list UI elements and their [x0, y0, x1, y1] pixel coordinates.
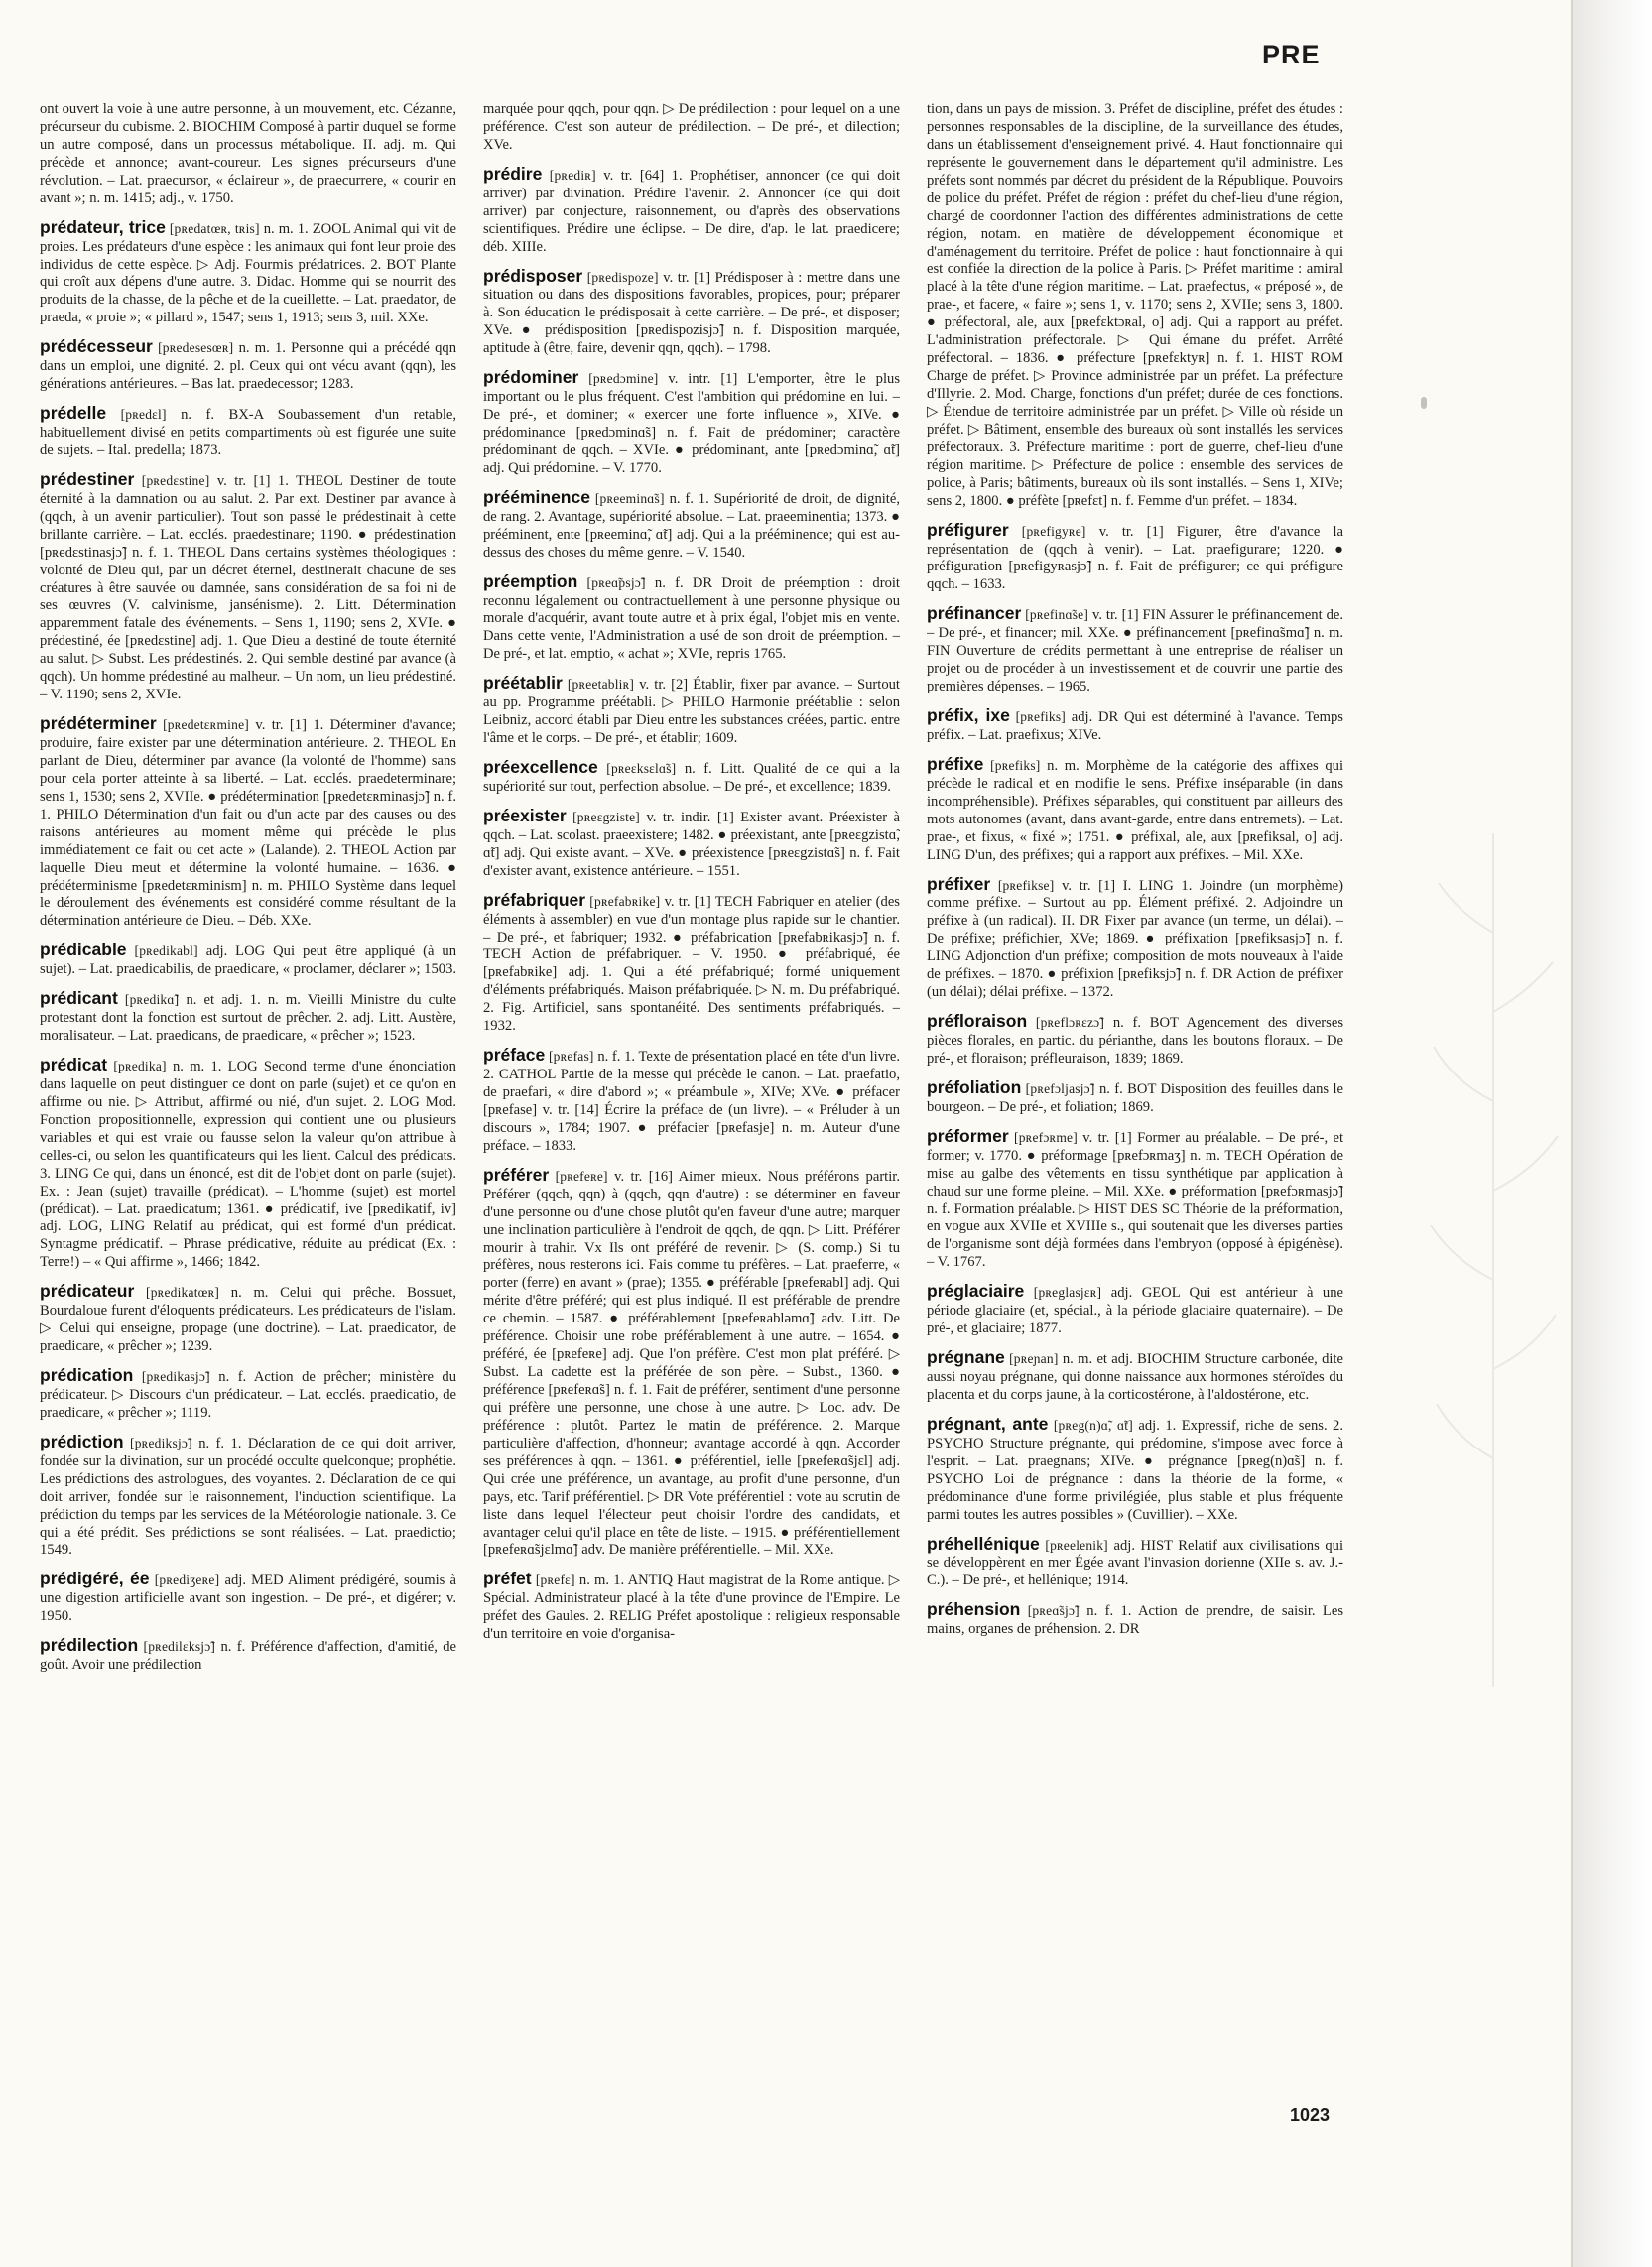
entry-headword: prédicateur: [40, 1281, 135, 1302]
entry-pronunciation: [pʀefiks]: [1015, 709, 1066, 724]
entry-pronunciation: [pʀeɑ̃psjɔ̃]: [586, 574, 646, 590]
margin-mark: [1421, 397, 1427, 409]
entry-headword: prédicat: [40, 1055, 108, 1074]
entry-definition: n. f. 1. Texte de présentation placé en tête d'un livre. 2. CATHOL Partie de la messe qui précède le canon. – Lat. praefatio, de praefari, « dire d'abord »; « préambule », XIVe; XVe. ● préfacer [pʀefase] v. tr. [14] Écrire la préface de (un livre). – « Préluder à un discours », 1784; 1907. ● préfacier [pʀefasje] n. m. Auteur d'une préface. – 1833.: [483, 1049, 900, 1154]
column-middle: [483, 101, 900, 2207]
entry-headword: préformer: [927, 1125, 1009, 1146]
entry-pronunciation: [pʀeɲan]: [1009, 1351, 1059, 1367]
entry-definition: v. tr. [2] Établir, fixer par avance. – Surtout au pp. Programme préétabli. ▷ PHILO Harmonie préétablie : selon Leibniz, accord établi par Dieu entre les substances créées, partic. entre l'âme et le corps. – De pré-, et établir; 1609.: [483, 677, 900, 747]
dictionary-entry: [927, 1414, 1343, 1525]
entry-definition: v. tr. [16] Aimer mieux. Nous préférons partir. Préférer (qqch, qqn) à (qqch, qqn d'autre) : se déterminer en faveur d'une personne ou d'une chose plutôt qu'en faveur d'une autre; marquer une inclination particulière à l'endroit de qqch, de qqn. ▷ Litt. Préférer mourir à trahir. Vx Ils ont préféré de revenir. ▷ (S. comp.) Si tu préfères, nous resterons ici. Fais comme tu préfères. – Lat. praeferre, « porter (ferre) en avant » (prae); 1355. ● préférable [pʀefeʀabl] adj. Qui mérite d'être préféré; qui est plus indiqué. Il est préférable de prendre ce chemin. – 1587. ● préférablement [pʀefeʀabləmɑ̃] adv. Litt. De préférence. Choisir une robe préférablement à une autre. – 1654. ● préféré, ée [pʀefeʀe] adj. Que l'on préfère. C'est mon plat préféré. ▷ Subst. La cadette est la préférée de son père. – Subst., 1360. ● préférence [pʀefeʀɑ̃s] n. f. 1. Fait de préférer, sentiment d'une personne qui préfère une personne, une chose à une autre. ▷ Loc. adv. De préférence : plutôt. Partez le matin de préférence. 2. Marque particulière d'affection, d'honneur; avantage accordé à qqn. Accorder ses préférences à qqn. – 1361. ● préférentiel, ielle [pʀefeʀɑ̃sjɛl] adj. Qui crée une préférence, un avantage, au profit d'une personne, d'un pays, etc. Tarif préférentiel. ▷ DR Vote préférentiel : vote au scrutin de liste dans lequel l'électeur peut choisir l'ordre des candidats, et avantager celui qu'il place en tête de liste. – 1915. ● préférentiellement [pʀefeʀɑ̃sjɛlmɑ̃] adv. De manière préférentielle. – Mil. XXe.: [483, 1168, 900, 1559]
entry-headword: préfigurer: [927, 519, 1009, 540]
entry-pronunciation: [pʀefigyʀe]: [1021, 523, 1086, 539]
entry-pronunciation: [pʀediʒeʀe]: [154, 1573, 220, 1588]
dictionary-entry: [483, 757, 900, 797]
entry-pronunciation: [pʀedikɑ̃]: [124, 992, 180, 1008]
entry-definition: v. tr. [1] Prédisposer à : mettre dans une situation ou dans des dispositions favorables, propices, pour; préparer à. Son éducation le prédisposait à cette carrière. – De pré-, et disposer; XVe. ● prédisposition [pʀedispozisjɔ̃] n. f. Disposition marquée, aptitude à (être, faire, devenir qqn, qqch). – 1798.: [483, 269, 900, 357]
entry-headword: prédéterminer: [40, 713, 157, 734]
entry-definition: v. intr. [1] L'emporter, être le plus important ou le plus fréquent. C'est l'ambition qui prédomine en lui. – De pré-, et dominer; « exercer une forte influence », XIVe. ● prédominance [pʀedɔminɑ̃s] n. f. Fait de prédominer; caractère prédominant de qqch. – XVIe. ● prédominant, ante [pʀedɔminɑ̃, ɑ̃t] adj. Qui prédomine. – V. 1770.: [483, 371, 900, 476]
entry-pronunciation: [pʀefɛ]: [535, 1573, 575, 1588]
entry-definition: v. tr. [1] 1. THEOL Destiner de toute éternité à la damnation ou au salut. 2. Par ext. Destiner par avance à (qqch, à un avenir particulier). Tout son passé le prédestinait à cette brillante carrière. – Lat. ecclés. praedestinare; 1190. ● prédestination [pʀedɛstinasjɔ̃] n. f. 1. THEOL Dans certains systèmes théologiques : volonté de Dieu qui, par un décret éternel, destinerait chacune de ses créatures à être sauvée ou damnée, sans considération de sa foi ni de ses œuvres (V. calvinisme, jansénisme). 2. Litt. Détermination apparemment fatale des événements. – Sens 1, 1190; sens 2, XVIe. ● prédestiné, ée [pʀedɛstine] adj. 1. Que Dieu a destiné de toute éternité au salut. ▷ Subst. Les prédestinés. 2. Qui semble destiné par avance (à qqch). Un homme prédestiné au malheur. – Un nom, un lieu prédestiné. – V. 1190; sens 2, XVIe.: [40, 472, 456, 703]
dictionary-entry: [483, 1569, 900, 1644]
dictionary-entry: [40, 1055, 456, 1272]
entry-pronunciation: [pʀedilɛksjɔ̃]: [143, 1639, 216, 1655]
entry-headword: préexister: [483, 805, 567, 825]
dictionary-entry: [40, 713, 456, 931]
dictionary-entry: [927, 603, 1343, 696]
entry-headword: prédelle: [40, 403, 107, 424]
entry-headword: prédateur, trice: [40, 216, 166, 237]
entry-definition: n. et adj. 1. n. m. Vieilli Ministre du culte protestant dont la fonction est surtout de prêcher. 2. adj. Litt. Austère, moralisateur. – Lat. praedicans, de praedicare, « prêcher »; 1523.: [40, 992, 456, 1045]
entry-headword: prédestiner: [40, 468, 135, 489]
entry-definition: adj. MED Aliment prédigéré, soumis à une digestion artificielle avant son ingestion. – De pré-, et digérer; v. 1950.: [40, 1573, 456, 1625]
dictionary-entry: [483, 673, 900, 748]
entry-headword: prééminence: [483, 486, 590, 507]
entry-pronunciation: [pʀeg(n)ɑ̃, ɑ̃t]: [1053, 1417, 1133, 1433]
dictionary-entry: [927, 1011, 1343, 1069]
dictionary-entry: [40, 1635, 456, 1675]
entry-pronunciation: [pʀedatœʀ, tʀis]: [169, 220, 260, 236]
dictionary-entry: [927, 1347, 1343, 1405]
entry-pronunciation: [pʀedɔmine]: [588, 371, 659, 387]
entry-pronunciation: [pʀedesesœʀ]: [158, 340, 234, 356]
entry-definition: n. f. 1. Déclaration de ce qui doit arriver, fondée sur la divination, sur un procédé occulte quelconque; prophétie. Les prédictions des astrologues, des voyantes. 2. Déclaration de ce qui doit arriver, fondée sur le raisonnement, l'induction scientifique. La prédiction du temps par les services de la Météorologie nationale. 3. Ce qui a été prédit. Ses prédictions se sont réalisées. – Lat. praedictio; 1549.: [40, 1435, 456, 1559]
entry-headword: préfloraison: [927, 1011, 1028, 1032]
dictionary-entry: [40, 988, 456, 1046]
entry-headword: préfoliation: [927, 1076, 1022, 1097]
entry-definition: n. f. Litt. Qualité de ce qui a la supériorité sur tout, perfection absolue. – De pré-, et excellence; 1839.: [483, 761, 900, 795]
entry-headword: prédilection: [40, 1635, 139, 1656]
dictionary-entry: [483, 367, 900, 478]
entry-definition: adj. 1. Expressif, riche de sens. 2. PSYCHO Structure prégnante, qui prédomine, s'impose avec force à l'esprit. – Lat. praegnans; XIVe. ● prégnance [pʀeg(n)ɑ̃s] n. f. PSYCHO Loi de prégnance : dans la théorie de la forme, « prédominance d'une forme privilégiée, plus stable et plus fréquente parmi toutes les autres possibles » (Cuvillier). – XXe.: [927, 1417, 1343, 1523]
entry-headword: prédicable: [40, 940, 127, 960]
entry-pronunciation: [pʀeelenik]: [1045, 1537, 1108, 1553]
entry-headword: préétablir: [483, 673, 563, 693]
page-gutter: [1573, 0, 1652, 2267]
dictionary-entry: [40, 336, 456, 394]
entry-definition: marquée pour qqch, pour qqn. ▷ De prédilection : pour lequel on a une préférence. C'est son auteur de prédilection. – De pré-, et dilection; XVe.: [483, 101, 900, 153]
entry-pronunciation: [pʀefabʀike]: [589, 893, 661, 909]
entry-definition: n. m. 1. Personne qui a précédé qqn dans un emploi, une dignité. 2. pl. Ceux qui ont vécu avant (qqn), les générations antérieures. – Bas lat. praedecessor; 1283.: [40, 340, 456, 393]
entry-definition: adj. GEOL Qui est antérieur à une période glaciaire (et, spécial., à la période glaciaire quaternaire). – De pré-, et glaciaire; 1877.: [927, 1285, 1343, 1337]
entry-definition: n. f. DR Droit de préemption : droit reconnu légalement ou contractuellement à une personne physique ou morale d'acquérir, avant toute autre et à prix égal, l'objet mis en vente. Dans cette vente, l'Administration a usé de son droit de préemption. – De pré-, et lat. emptio, « achat »; XVIe, repris 1765.: [483, 574, 900, 663]
entry-definition: n. f. 1. Supériorité de droit, de dignité, de rang. 2. Avantage, supériorité absolue. – Lat. praeeminentia; 1373. ● prééminent, ente [pʀeeminɑ̃, ɑ̃t] adj. Qui a la prééminence; qui est au-dessus des choses du même genre. – V. 1540.: [483, 490, 900, 561]
entry-pronunciation: [pʀeeminɑ̃s]: [594, 490, 665, 506]
entry-definition: n. m. 1. ZOOL Animal qui vit de proies. Les prédateurs d'une espèce : les animaux qui font leur proie des individus de cette espèce. ▷ Adj. Fourmis prédatrices. 2. BOT Plante qui croît aux dépens d'une autre. 3. Didac. Homme qui se nourrit des produits de la chasse, de la pêche et de la cueillette. – Lat. praedator, de praeda, « proie »; « pillard », 1547; sens 1, 1913; sens 3, mil. XXe.: [40, 220, 456, 326]
dictionary-entry: [40, 1365, 456, 1423]
dictionary-entry: [40, 940, 456, 979]
entry-pronunciation: [pʀefinɑ̃se]: [1025, 607, 1089, 623]
dictionary-entry: [483, 571, 900, 665]
entry-pronunciation: [pʀeglasjɛʀ]: [1033, 1285, 1102, 1301]
dictionary-entry: [483, 487, 900, 563]
entry-definition: tion, dans un pays de mission. 3. Préfet de discipline, préfet des études : personnes responsables de la discipline, de la surveillance des études, dans un établissement d'enseignement privé. 4. Haut fonctionnaire qui représente le gouvernement dans le département qu'il administre. Les préfets sont nommés par décret du président de la République. Pouvoirs de police du préfet. Préfet de région : préfet du chef-lieu d'une région, chargé de coordonner l'action des différentes administrations de cette région, notam. en matière de développement économique et d'aménagement du territoire. Préfet de police : haut fonctionnaire à qui est confiée la direction de la police à Paris. ▷ Préfet maritime : amiral placé à la tête d'une région maritime. – Lat. praefectus, « préposé », de prae-, et facere, « faire »; sens 1, v. 1170; sens 2, XVIIe; sens 3, 1800. ● préfectoral, ale, aux [pʀefɛktɔʀal, o] adj. Qui a rapport au préfet. L'administration préfectorale. ▷ Qui émane du préfet. Arrêté préfectoral. – 1836. ● préfecture [pʀefɛktyʀ] n. f. 1. HIST ROM Charge de préfet. ▷ Province administrée par un préfet. La préfecture d'Illyrie. 2. Mod. Charge, fonctions d'un préfet; durée de ces fonctions. ▷ Étendue de territoire administrée par un préfet. ▷ Ville où réside un préfet. ▷ Bâtiment, ensemble des bureaux où sont installés les services préfectoraux. 3. Préfecture maritime : port de guerre, chef-lieu d'une région maritime. ▷ Préfecture de police : ensemble des services de police, à Paris; bâtiments, bureaux où ils sont installés. – Sens 1, XIVe; sens 2, 1800. ● préfète [pʀefɛt] n. f. Femme d'un préfet. – 1834.: [927, 101, 1343, 509]
entry-definition: n. f. Action de prêcher; ministère du prédicateur. ▷ Discours d'un prédicateur. – Lat. ecclés. praedicatio, de praedicare, « prêcher »; 1119.: [40, 1369, 456, 1421]
entry-definition: v. tr. [1] I. LING 1. Joindre (un morphème) comme préfixe. – Surtout au pp. Élément préfixé. 2. Adjoindre un préfixe à (un radical). II. DR Fixer par avance (un terme, un délai). – De préfixe; préfichier, XVe; 1869. ● préfixation [pʀefiksasjɔ̃] n. f. LING Adjonction d'un préfixe; composition de mots nouveaux à l'aide de préfixes. – 1870. ● préfixion [pʀefiksjɔ̃] n. f. DR Action de préfixer (un délai); délai préfixe. – 1372.: [927, 877, 1343, 1001]
entry-definition: n. m. Morphème de la catégorie des affixes qui précède le radical et en modifie le sens. Préfixe inséparable (in dans incompréhensible). Préfixes séparables, qui constituent par ailleurs des mots autonomes (avant, dans avant-garde, entre dans entremets). – Lat. prae-, et fixus, « fixé »; 1751. ● préfixal, ale, aux [pʀefiksal, o] adj. LING D'un, des préfixes; qui a rapport aux préfixes. – Mil. XXe.: [927, 757, 1343, 863]
entry-definition: adj. LOG Qui peut être appliqué (à un sujet). – Lat. praedicabilis, de praedicare, « proclamer, déclarer »; 1503.: [40, 944, 456, 978]
dictionary-entry: [483, 101, 900, 155]
entry-definition: v. tr. [1] FIN Assurer le préfinancement de. – De pré-, et financer; mil. XXe. ● préfinancement [pʀefinɑ̃smɑ̃] n. m. FIN Ouverture de crédits permettant à une entreprise de réaliser un projet ou de procéder à un investissement et de couvrir une partie des premières dépenses. – 1965.: [927, 607, 1343, 695]
dictionary-entry: [483, 890, 900, 1037]
entry-pronunciation: [pʀefɔljasjɔ̃]: [1025, 1080, 1095, 1096]
dictionary-entry: [40, 1281, 456, 1356]
entry-headword: préférer: [483, 1164, 550, 1185]
entry-pronunciation: [pʀediʀ]: [549, 167, 596, 183]
entry-pronunciation: [pʀedikasjɔ̃]: [141, 1369, 210, 1384]
dictionary-entry: [927, 1077, 1343, 1117]
entry-definition: n. f. BX-A Soubassement d'un retable, habituellement divisé en petits compartiments où est figurée une suite de sujets. – Ital. predella; 1873.: [40, 407, 456, 458]
entry-definition: v. tr. [1] Figurer, être d'avance la représentation de (qqch à venir). – Lat. praefigurare; 1220. ● préfiguration [pʀefigyʀasjɔ̃] n. f. Fait de préfigurer; ce qui préfigure qqch. – 1633.: [927, 523, 1343, 593]
dictionary-entry: [40, 217, 456, 328]
dictionary-entry: [483, 266, 900, 359]
entry-pronunciation: [pʀedɛl]: [120, 407, 167, 423]
column-right: [927, 101, 1343, 2207]
entry-headword: prégnant, ante: [927, 1413, 1049, 1434]
entry-definition: n. m. et adj. BIOCHIM Structure carbonée, dite aussi noyau prégnane, qui donne naissance aux hormones stéroïdes du placenta et du corps jaune, à la corticostérone, à l'aldostérone, etc.: [927, 1351, 1343, 1403]
entry-headword: préfet: [483, 1569, 532, 1589]
entry-headword: préfabriquer: [483, 889, 586, 910]
entry-pronunciation: [pʀeɑ̃sjɔ̃]: [1027, 1603, 1080, 1619]
entry-pronunciation: [pʀeɛksɛlɑ̃s]: [606, 761, 677, 776]
entry-headword: préfixe: [927, 753, 984, 774]
dictionary-entry: [40, 101, 456, 208]
entry-pronunciation: [pʀefas]: [548, 1049, 594, 1065]
entry-headword: prédicant: [40, 988, 118, 1009]
plant-watermark-icon: [1419, 814, 1568, 1706]
entry-headword: préfinancer: [927, 603, 1022, 624]
entry-definition: n. f. Préférence d'affection, d'amitié, de goût. Avoir une prédilection: [40, 1639, 456, 1674]
dictionary-entry: [40, 403, 456, 460]
entry-definition: v. tr. [64] 1. Prophétiser, annoncer (ce qui doit arriver) par divination. Prédire l'avenir. 2. Annoncer (ce qui doit arriver) par conjecture, raisonnement, ou d'après des observations scientifiques. Prédire une éclipse. – De dire, d'ap. le lat. praedicere; déb. XIIIe.: [483, 167, 900, 255]
entry-definition: v. tr. [1] Former au préalable. – De pré-, et former; v. 1770. ● préformage [pʀefɔʀmaʒ] n. m. TECH Opération de mise au galbe des vêtements en tissu synthétique par application à chaud sur une forme pleine. – Mil. XXe. ● préformation [pʀefɔʀmasjɔ̃] n. f. Formation préalable. ▷ HIST DES SC Théorie de la préformation, en vogue aux XVIIe et XVIIIe s., qui soutenait que les diverses parties de l'organisme sont déjà formées dans l'embryon (opposé à épigénèse). – V. 1767.: [927, 1129, 1343, 1271]
dictionary-entry: [927, 1599, 1343, 1639]
entry-headword: prédécesseur: [40, 336, 153, 357]
entry-pronunciation: [pʀedɛstine]: [141, 472, 210, 488]
entry-pronunciation: [pʀedikabl]: [134, 944, 198, 959]
entry-definition: n. m. 1. ANTIQ Haut magistrat de la Rome antique. ▷ Spécial. Administrateur placé à la tête d'une province de l'Empire. Le préfet des Gaules. 2. RELIG Préfet apostolique : religieux responsable d'un territoire en voie d'organisa-: [483, 1573, 900, 1643]
entry-definition: n. m. Celui qui prêche. Bossuet, Bourdaloue furent d'éloquents prédicateurs. Les prédicateurs de l'islam. ▷ Celui qui enseigne, propage (une doctrine). – Lat. praedicator, de praedicare, « prêcher »; 1239.: [40, 1285, 456, 1355]
entry-headword: prédigéré, ée: [40, 1569, 150, 1589]
entry-headword: préhension: [927, 1599, 1021, 1620]
dictionary-entry: [483, 164, 900, 257]
entry-pronunciation: [pʀeetabliʀ]: [567, 677, 635, 693]
entry-headword: prédiction: [40, 1431, 124, 1451]
entry-pronunciation: [pʀefeʀe]: [555, 1168, 608, 1184]
entry-definition: n. m. 1. LOG Second terme d'une énonciation dans laquelle on peut distinguer ce dont on parle (sujet) et ce qu'on en affirme ou nie. ▷ Attribut, affirmé ou nié, d'un sujet. 2. LOG Mod. Fonction propositionnelle, expression qui contient une ou plusieurs variables et qui est vraie ou fausse selon la valeur qu'on attribue à celles-ci, ou selon les quantificateurs qui les lient. Calcul des prédicats. 3. LING Ce qui, dans un énoncé, est dit de l'objet dont on parle (sujet). Ex. : Jean (sujet) travaille (prédicat). – L'homme (sujet) est mortel (prédicat). – Lat. praedicatum; 1361. ● prédicatif, ive [pʀedikatif, iv] adj. LOG, LING Relatif au prédicat, qui est formé d'un prédicat. Syntagme prédicatif. – Phrase prédicative, réduite au prédicat (Ex. : Terre!) – « Qui affirme », 1466; 1842.: [40, 1059, 456, 1271]
entry-headword: prégnane: [927, 1347, 1005, 1368]
page-number: 1023: [1290, 2105, 1331, 2125]
entry-pronunciation: [pʀedikatœʀ]: [146, 1285, 220, 1301]
dictionary-entry: [483, 806, 900, 881]
entry-headword: préfixer: [927, 873, 991, 894]
dictionary-entry: [927, 754, 1343, 865]
dictionary-entry: [927, 101, 1343, 511]
entry-definition: adj. HIST Relatif aux civilisations qui se développèrent en mer Égée avant l'invasion dorienne (XIIe s. av. J.-C.). – De pré-, et hellénique; 1914.: [927, 1537, 1343, 1589]
entry-pronunciation: [pʀeɛgziste]: [572, 809, 640, 824]
entry-headword: prédisposer: [483, 265, 583, 286]
entry-headword: préfix, ixe: [927, 705, 1010, 725]
dictionary-entry: [927, 705, 1343, 745]
column-left: [40, 101, 456, 2207]
entry-headword: préglaciaire: [927, 1281, 1025, 1302]
entry-definition: ont ouvert la voie à une autre personne, à un mouvement, etc. Cézanne, précurseur du cubisme. 2. BIOCHIM Composé à partir duquel se forme un autre composé, dans un processus métabolique. II. adj. m. Qui précède et annonce; avant-coureur. Les signes précurseurs d'une révolution. – Lat. praecursor, « éclaireur », de praecurrere, « courir en avant »; n. m. 1415; adj., v. 1750.: [40, 101, 456, 206]
dictionary-entry: [40, 469, 456, 704]
dictionary-entry: [927, 874, 1343, 1003]
entry-definition: v. tr. indir. [1] Exister avant. Préexister à qqch. – Lat. scolast. praeexistere; 1482. ● préexistant, ante [pʀeɛgzistɑ̃, ɑ̃t] adj. Qui existe avant. – XVe. ● préexistence [pʀeɛgzistɑ̃s] n. f. Fait d'exister avant, existence antérieure. – 1551.: [483, 809, 900, 879]
entry-pronunciation: [pʀeflɔʀɛzɔ̃]: [1035, 1015, 1105, 1031]
entry-pronunciation: [pʀedispoze]: [586, 269, 659, 285]
dictionary-entry: [483, 1045, 900, 1156]
entry-definition: n. f. BOT Disposition des feuilles dans le bourgeon. – De pré-, et foliation; 1869.: [927, 1080, 1343, 1115]
dictionary-entry: [927, 1126, 1343, 1273]
entry-headword: préemption: [483, 570, 578, 591]
dictionary-entry: [927, 520, 1343, 595]
running-head: PRE: [1262, 40, 1321, 69]
entry-headword: préhellénique: [927, 1533, 1040, 1554]
entry-definition: v. tr. [1] TECH Fabriquer en atelier (des éléments à assembler) en vue d'un montage plus rapide sur le chantier. – De pré-, et fabriquer; 1932. ● préfabrication [pʀefabʀikasjɔ̃] n. f. TECH Action de préfabriquer. – V. 1950. ● préfabriqué, ée [pʀefabʀike] adj. 1. Qui a été préfabriqué; formé uniquement d'éléments préfabriqués. Maison préfabriquée. ▷ N. m. Du préfabriqué. 2. Fig. Artificiel, sans spontanéité. Des sentiments préfabriqués. – 1932.: [483, 893, 900, 1035]
entry-headword: prédominer: [483, 367, 579, 388]
entry-pronunciation: [pʀedika]: [113, 1059, 167, 1073]
entry-headword: prédire: [483, 163, 543, 184]
entry-headword: préexcellence: [483, 757, 598, 777]
entry-definition: v. tr. [1] 1. Déterminer d'avance; produire, faire exister par une détermination antérieure. 2. THEOL En parlant de Dieu, déterminer par avance (la volonté de l'homme) sans pour cela porter atteinte à sa liberté. – Lat. ecclés. praedeterminare; sens 1, 1530; sens 2, XVIIe. ● prédétermination [pʀedetɛʀminasjɔ̃] n. f. 1. PHILO Détermination d'un fait ou d'un acte par des causes ou des raisons antérieures au moment même qui précède le plus immédiatement ce fait ou cet acte » (Lalande). 2. THEOL Action par laquelle Dieu meut et détermine la volonté humaine. – 1636. ● prédéterminisme [pʀedetɛʀminism] n. m. PHILO Système dans lequel le déroulement des événements est considéré comme résultant de la détermination antérieure de Dieu. – Déb. XXe.: [40, 717, 456, 930]
entry-pronunciation: [pʀefɔʀme]: [1014, 1129, 1078, 1145]
dictionary-entry: [927, 1281, 1343, 1338]
entry-pronunciation: [pʀedetɛʀmine]: [163, 717, 249, 733]
entry-definition: adj. DR Qui est déterminé à l'avance. Temps préfix. – Lat. praefixus; XIVe.: [927, 709, 1343, 743]
dictionary-entry: [40, 1432, 456, 1561]
entry-definition: n. f. BOT Agencement des diverses pièces florales, en partic. du périanthe, dans les boutons floraux. – De pré-, et floraison; préfleuraison, 1839; 1869.: [927, 1015, 1343, 1067]
dictionary-entry: [40, 1569, 456, 1626]
entry-headword: préface: [483, 1045, 546, 1066]
dictionary-entry: [483, 1165, 900, 1561]
entry-headword: prédication: [40, 1365, 134, 1385]
entry-pronunciation: [pʀefiks]: [990, 757, 1041, 773]
entry-definition: n. f. 1. Action de prendre, de saisir. Les mains, organes de préhension. 2. DR: [927, 1603, 1343, 1638]
dictionary-entry: [927, 1534, 1343, 1591]
entry-pronunciation: [pʀefikse]: [997, 877, 1055, 893]
entry-pronunciation: [pʀediksjɔ̃]: [130, 1435, 192, 1450]
